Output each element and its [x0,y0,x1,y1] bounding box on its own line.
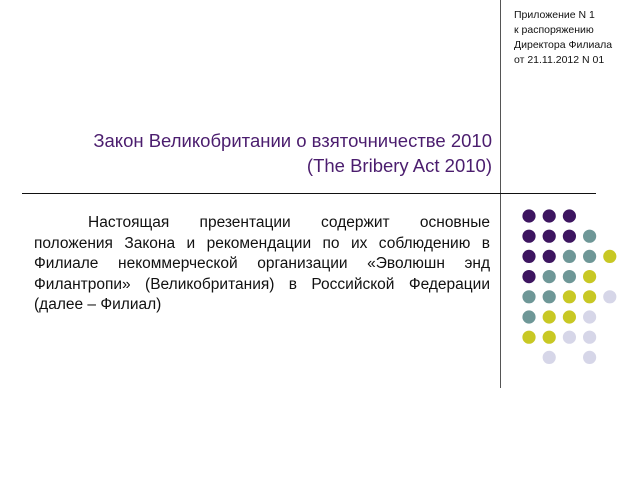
decorative-dot [563,230,576,243]
decorative-dot [543,351,556,364]
decorative-dot [603,250,616,263]
annotation-line-3: Директора Филиала [514,39,613,51]
slide-body-text: Настоящая презентации содержит основные положения Закона и рекомендации по их соблюдению в Филиале некоммерческой организации «Эволюшн энд Филантропи» (Великобритания) в Российской Федерации (далее – Филиал) [34,214,490,313]
decorative-dot [563,310,576,323]
decorative-dot [543,290,556,303]
slide-title-line-1: Закон Великобритании о взяточничестве 2010 [93,130,492,151]
decorative-dot [583,351,596,364]
slide-title-line-2: (The Bribery Act 2010) [306,155,492,176]
annotation-line-4: от 21.11.2012 N 01 [514,54,605,66]
decorative-dot [563,209,576,222]
decorative-dot [603,290,616,303]
decorative-dot [543,270,556,283]
decorative-dot [543,250,556,263]
decorative-dot [583,310,596,323]
decorative-dot [583,290,596,303]
decorative-dot [522,270,535,283]
decorative-dot [583,331,596,344]
decorative-dot [522,230,535,243]
decorative-dot [522,250,535,263]
annotation-line-1: Приложение N 1 [514,9,595,21]
decorative-dot [563,331,576,344]
decorative-dot [543,310,556,323]
annotation-line-2: к распоряжению [514,24,594,36]
decorative-dot [543,209,556,222]
decorative-dot [543,230,556,243]
decorative-dot [522,331,535,344]
decorative-dot [563,270,576,283]
decorative-dot [522,310,535,323]
decorative-dot [583,250,596,263]
decorative-dot [522,290,535,303]
decorative-dot [563,250,576,263]
decorative-dot [563,290,576,303]
decorative-dot [583,230,596,243]
decorative-dot [583,270,596,283]
decorative-dot [522,209,535,222]
decorative-dot [543,331,556,344]
